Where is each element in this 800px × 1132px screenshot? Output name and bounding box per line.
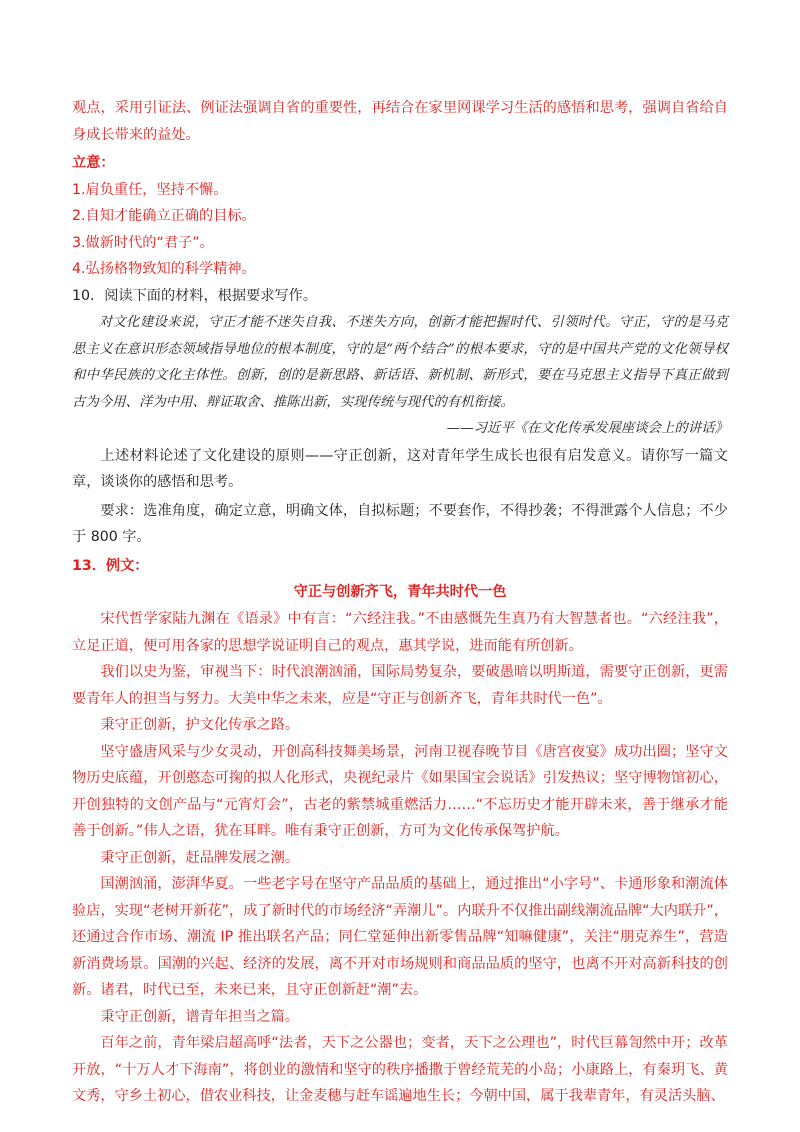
material-source: ——习近平《在文化传承发展座谈会上的讲话》 [446, 421, 728, 436]
question-requirements: 要求：选准角度，确定立意，明确文体，自拟标题；不要套作，不得抄袭；不得泄露个人信息；不少于 800 字。 [72, 502, 728, 545]
essay-paragraph: 百年之前，青年梁启超高呼“法者，天下之公器也；变者，天下之公理也”，时代巨幕訇然中开；改革开放，“十万人才下海南”，将创业的激情和坚守的秩序播撒于曾经荒芜的小岛；小康路上，有秦玥飞、黄文秀，守乡土初心，借农业科技，让金麦穗与赶车谣遍地生长；今朝中国，属于我辈青年，有灵活头脑、 [72, 1035, 728, 1104]
example-label: 13．例文： [72, 557, 149, 574]
essay-paragraph: 国潮汹涌，澎湃华夏。一些老字号在坚守产品品质的基础上，通过推出“小字号”、卡通形象和潮流体验店，实现“老树开新花”，成了新时代的市场经济“弄潮儿”。内联升不仅推出副线潮流品牌“大内联升”，还通过合作市场、潮流 IP 推出联名产品；同仁堂延伸出新零售品牌“知嘛健康”，关注“朋克养生”，营造新消费场景。国潮的兴起、经济的发展，离不开对市场规则和商品品质的坚守，也离不开对高新科技的创新。诸君，时代已至，未来已来，且守正创新赶“潮”去。 [72, 876, 728, 998]
essay-subheading: 秉守正创新，护文化传承之路。 [100, 717, 300, 733]
essay-paragraph: 我们以史为鉴，审视当下：时代浪潮汹涌，国际局势复杂，要破愚暗以明斯道，需要守正创新，更需要青年人的担当与努力。大美中华之未来，应是“守正与创新齐飞，青年共时代一色”。 [72, 664, 728, 707]
essay-subheading: 秉守正创新，赶品牌发展之潮。 [100, 849, 300, 866]
essay-paragraph: 宋代哲学家陆九渊在《语录》中有言：“六经注我。”不由感慨先生真乃有大智慧者也。“六经注我”，立足正道，便可用各家的思想学说证明自己的观点，惠其学说，进而能有所创新。 [72, 611, 728, 654]
essay-paragraph: 坚守盛唐风采与少女灵动，开创高科技舞美场景，河南卫视春晚节目《唐宫夜宴》成功出圈；坚守文物历史底蕴，开创憨态可掬的拟人化形式，央视纪录片《如果国宝会说话》引发热议；坚守博物馆初心，开创独特的文创产品与“元宵灯会”，古老的紫禁城重燃活力……“不忘历史才能开辟未来，善于继承才能善于创新。”伟人之语，犹在耳畔。唯有秉守正创新，方可为文化传承保驾护航。 [72, 743, 728, 839]
essay-subheading: 秉守正创新，谱青年担当之篇。 [100, 1008, 300, 1025]
question-number-line: 10．阅读下面的材料，根据要求写作。 [72, 287, 318, 304]
intent-heading: 立意： [72, 155, 115, 171]
intent-item-3: 3.做新时代的“君子”。 [72, 234, 214, 251]
essay-title: 守正与创新齐飞，青年共时代一色 [293, 584, 507, 600]
question-prompt: 上述材料论述了文化建设的原则——守正创新，这对青年学生成长也很有启发意义。请你写一篇文章，谈谈你的感悟和思考。 [72, 447, 728, 490]
intent-item-4: 4.弘扬格物致知的科学精神。 [72, 261, 256, 277]
question-material: 对文化建设来说，守正才能不迷失自我、不迷失方向，创新才能把握时代、引领时代。守正，守的是马克思主义在意识形态领域指导地位的根本制度，守的是“两个结合”的根本要求，守的是中国共产党的文化领导权和中华民族的文化主体性。创新，创的是新思路、新话语、新机制、新形式，要在马克思主义指导下真正做到古为今用、洋为中用、辩证取舍、推陈出新，实现传统与现代的有机衔接。 [72, 315, 728, 410]
intro-paragraph: 观点，采用引证法、例证法强调自省的重要性，再结合在家里网课学习生活的感悟和思考，强调自省给自身成长带来的益处。 [72, 100, 728, 143]
intent-item-1: 1.肩负重任，坚持不懈。 [72, 181, 228, 198]
intent-item-2: 2.自知才能确立正确的目标。 [72, 208, 256, 224]
